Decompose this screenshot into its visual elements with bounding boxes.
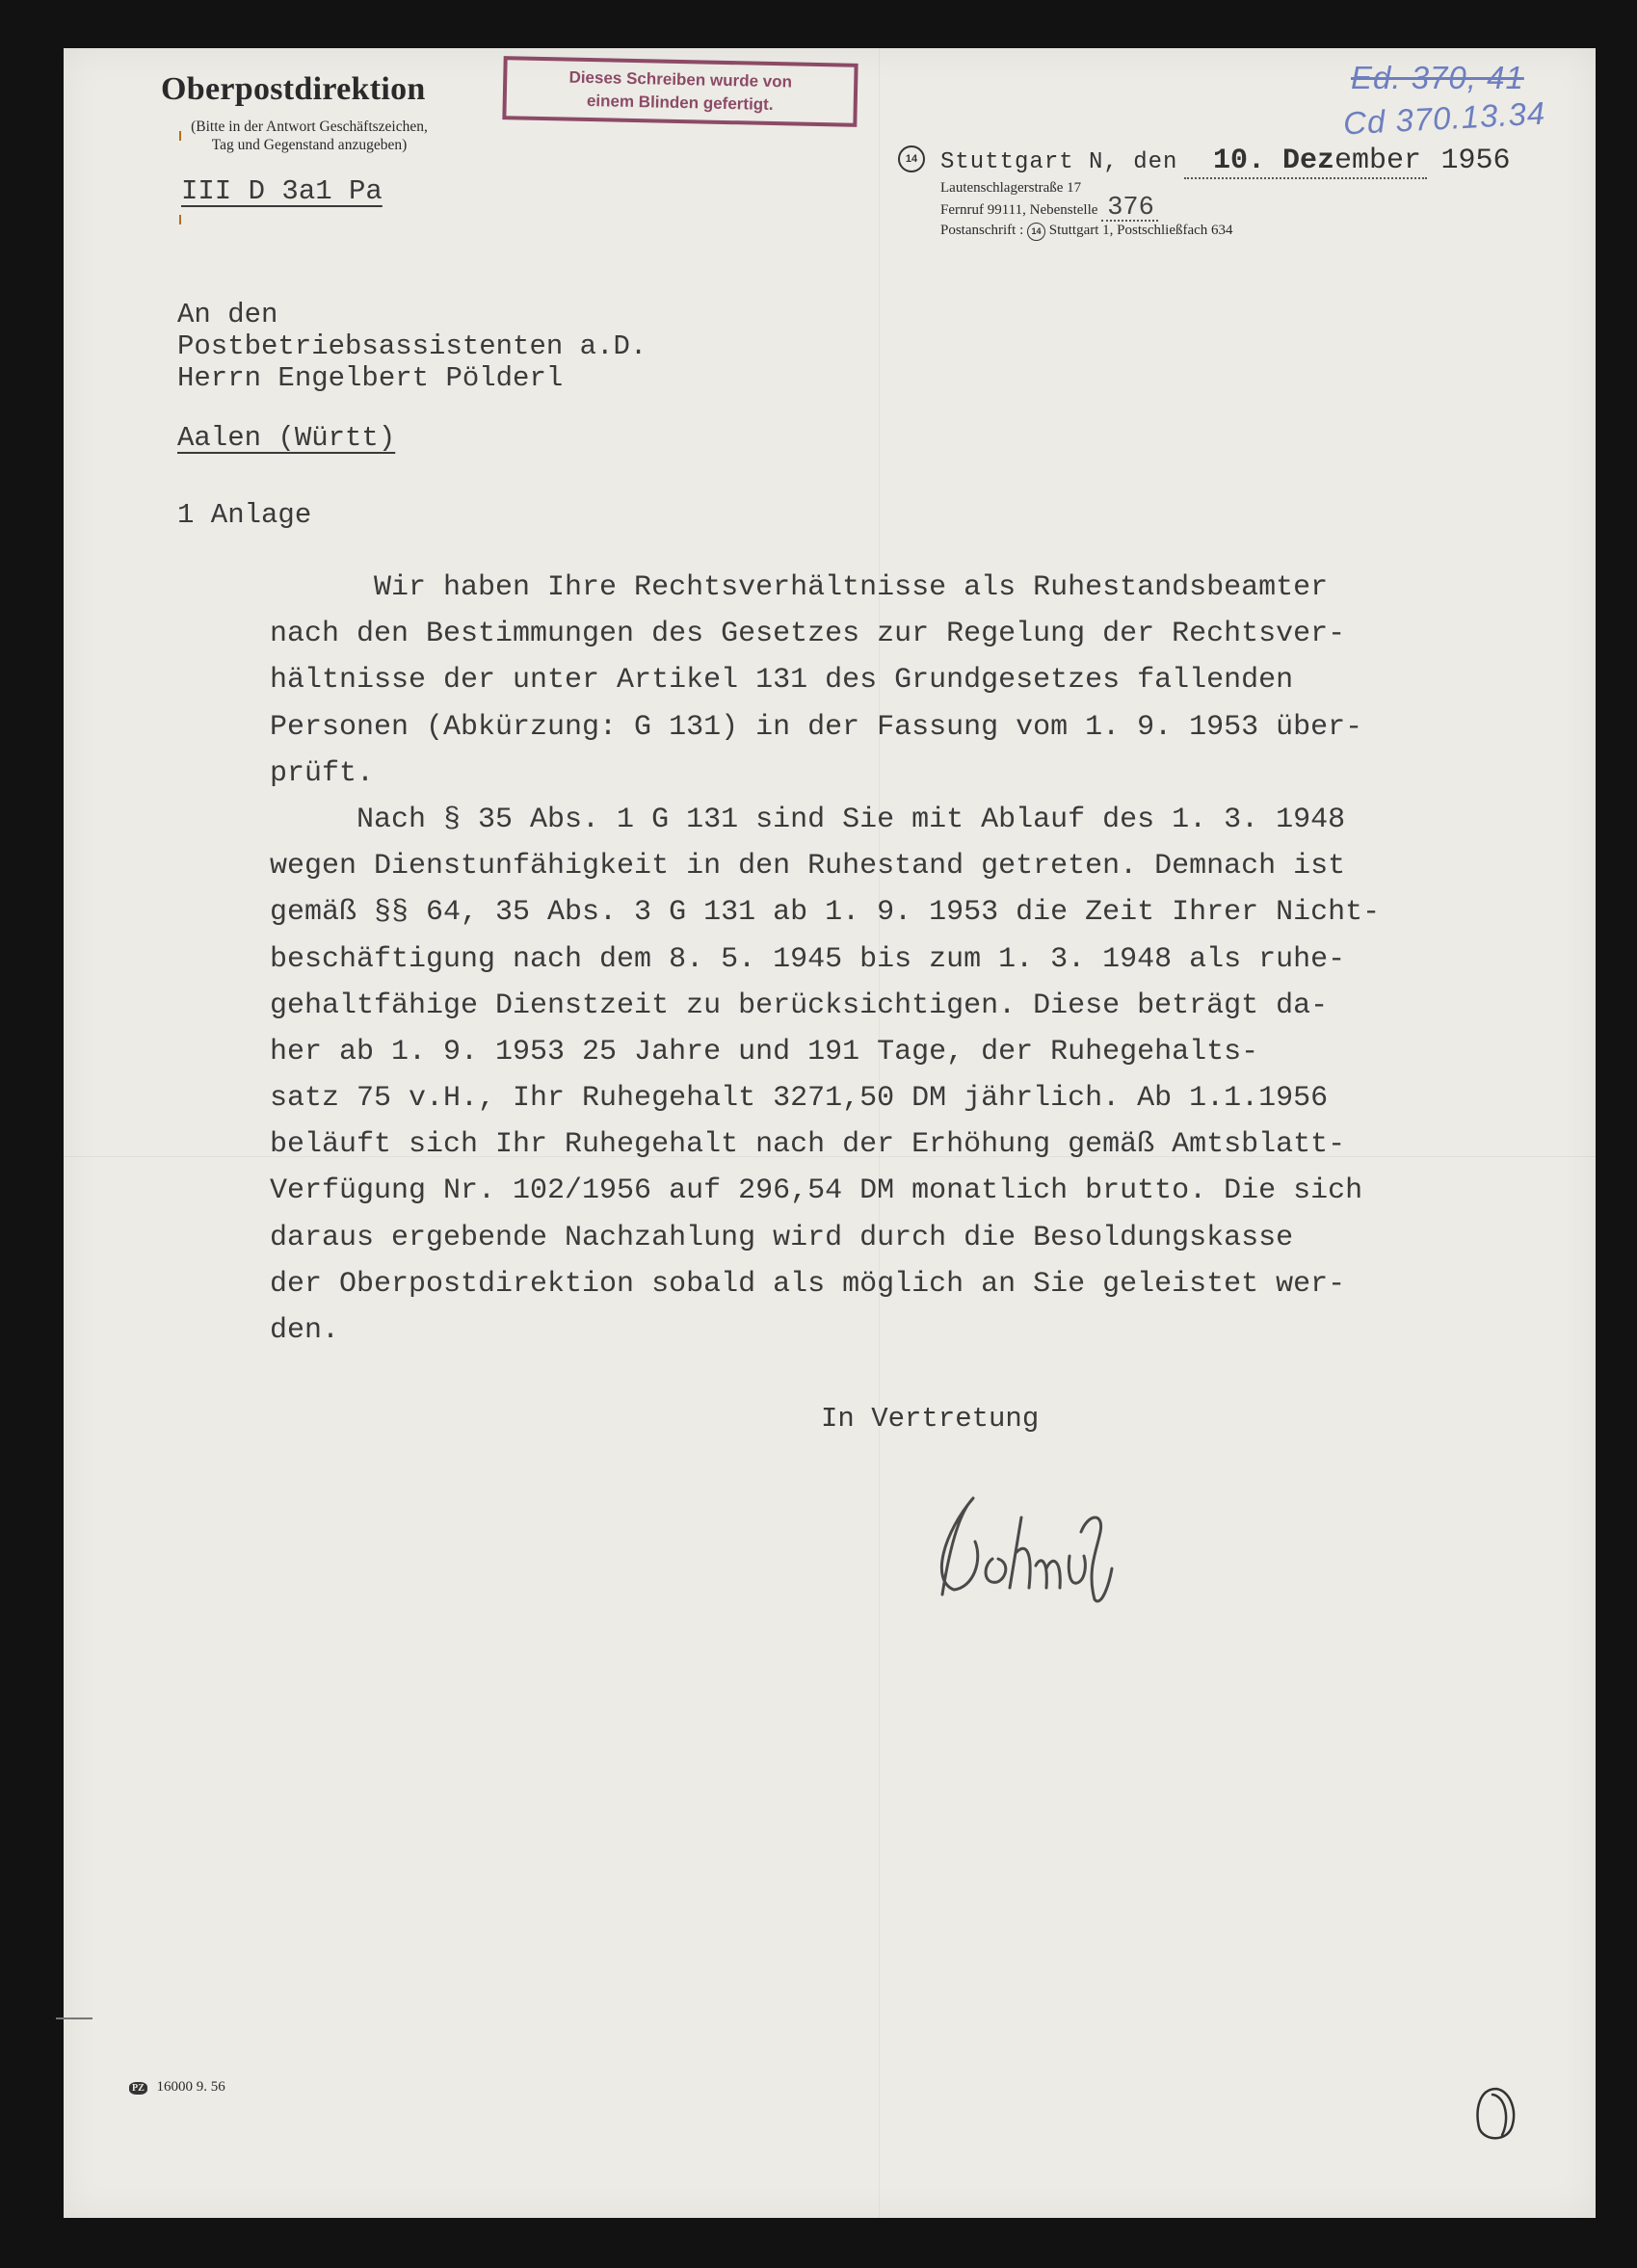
date-day: 10. [1212,145,1265,177]
circle-mark-icon [1467,2081,1525,2153]
body-line: her ab 1. 9. 1953 25 Jahre und 191 Tage, der Ruhegehalts- [270,1035,1259,1068]
closing-phrase: In Vertretung [821,1403,1040,1435]
body-line: Verfügung Nr. 102/1956 auf 296,54 DM monatlich brutto. Die sich [270,1174,1363,1208]
body-line: daraus ergebende Nachzahlung wird durch die Besoldungskasse [270,1221,1294,1254]
archive-number-crossed: Ed. 370, 41 [1351,60,1524,95]
place-label: Stuttgart N, den [940,149,1178,175]
phone-line: Fernruf 99111, Nebenstelle 376 [940,199,1158,222]
body-line: wegen Dienstunfähigkeit in den Ruhestand getreten. Demnach ist [270,850,1346,883]
archive-number: Cd 370.13.34 [1342,94,1546,142]
body-line: beschäftigung nach dem 8. 5. 1945 bis zum 1. 3. 1948 als ruhe- [270,942,1346,976]
signature-scribble [915,1474,1137,1609]
body-line: der Oberpostdirektion sobald als möglich an Sie geleistet wer- [270,1267,1346,1301]
recipient-address: An den Postbetriebsassistenten a.D. Herrn Engelbert Pölderl [177,299,647,394]
body-line: gehaltfähige Dienstzeit zu berücksichtigen. Diese beträgt da- [270,989,1329,1022]
enclosure-note: 1 Anlage [177,499,312,531]
signature [915,1474,1137,1614]
date-field [1184,145,1427,179]
date-month-rest: ember [1333,145,1421,177]
body-line: Nach § 35 Abs. 1 G 131 sind Sie mit Ablauf des 1. 3. 1948 [270,803,1346,836]
body-line: satz 75 v.H., Ihr Ruhegehalt 3271,50 DM jährlich. Ab 1.1.1956 [270,1082,1329,1116]
date-year: 1956 [1440,145,1511,177]
body-line: nach den Bestimmungen des Gesetzes zur Regelung der Rechtsver- [270,618,1346,651]
body-line: hältnisse der unter Artikel 131 des Grundgesetzes fallenden [270,664,1294,698]
margin-mark [179,215,181,224]
body-line: Wir haben Ihre Rechtsverhältnisse als Ruhestandsbeamter [270,571,1329,604]
body-line: den. [270,1314,340,1347]
letter-body [270,565,1522,1354]
postal-address-line: Postanschrift : 14 Stuttgart 1, Postschließfach 634 [940,222,1233,241]
extension-number: 376 [1107,194,1154,223]
street-address: Lautenschlagerstraße 17 [940,180,1082,196]
date-line [940,145,1511,179]
recipient-city: Aalen (Württ) [177,422,396,454]
body-line: beläuft sich Ihr Ruhegehalt nach der Erhöhung gemäß Amtsblatt- [270,1128,1346,1162]
blind-typist-stamp: Dieses Schreiben wurde von einem Blinden gefertigt. [502,56,858,127]
punch-guide-mark [56,2017,92,2019]
form-mark-icon: PZ [129,2082,147,2095]
reply-instruction: (Bitte in der Antwort Geschäftszeichen, Tag und Gegenstand anzugeben) [191,119,428,153]
authority-name: Oberpostdirektion [161,71,426,107]
body-line: gemäß §§ 64, 35 Abs. 3 G 131 ab 1. 9. 1953 die Zeit Ihrer Nicht- [270,896,1381,930]
body-line: prüft. [270,756,375,790]
body-line: Personen (Abkürzung: G 131) in der Fassung vom 1. 9. 1953 über- [270,710,1363,744]
date-month-stamp: Dez [1281,145,1334,177]
form-code: PZ 16000 9. 56 [129,2079,225,2096]
postal-district-badge: 14 [898,145,925,172]
reference-code: III D 3a1 Pa [181,175,383,207]
postal-district-badge: 14 [1027,223,1045,241]
